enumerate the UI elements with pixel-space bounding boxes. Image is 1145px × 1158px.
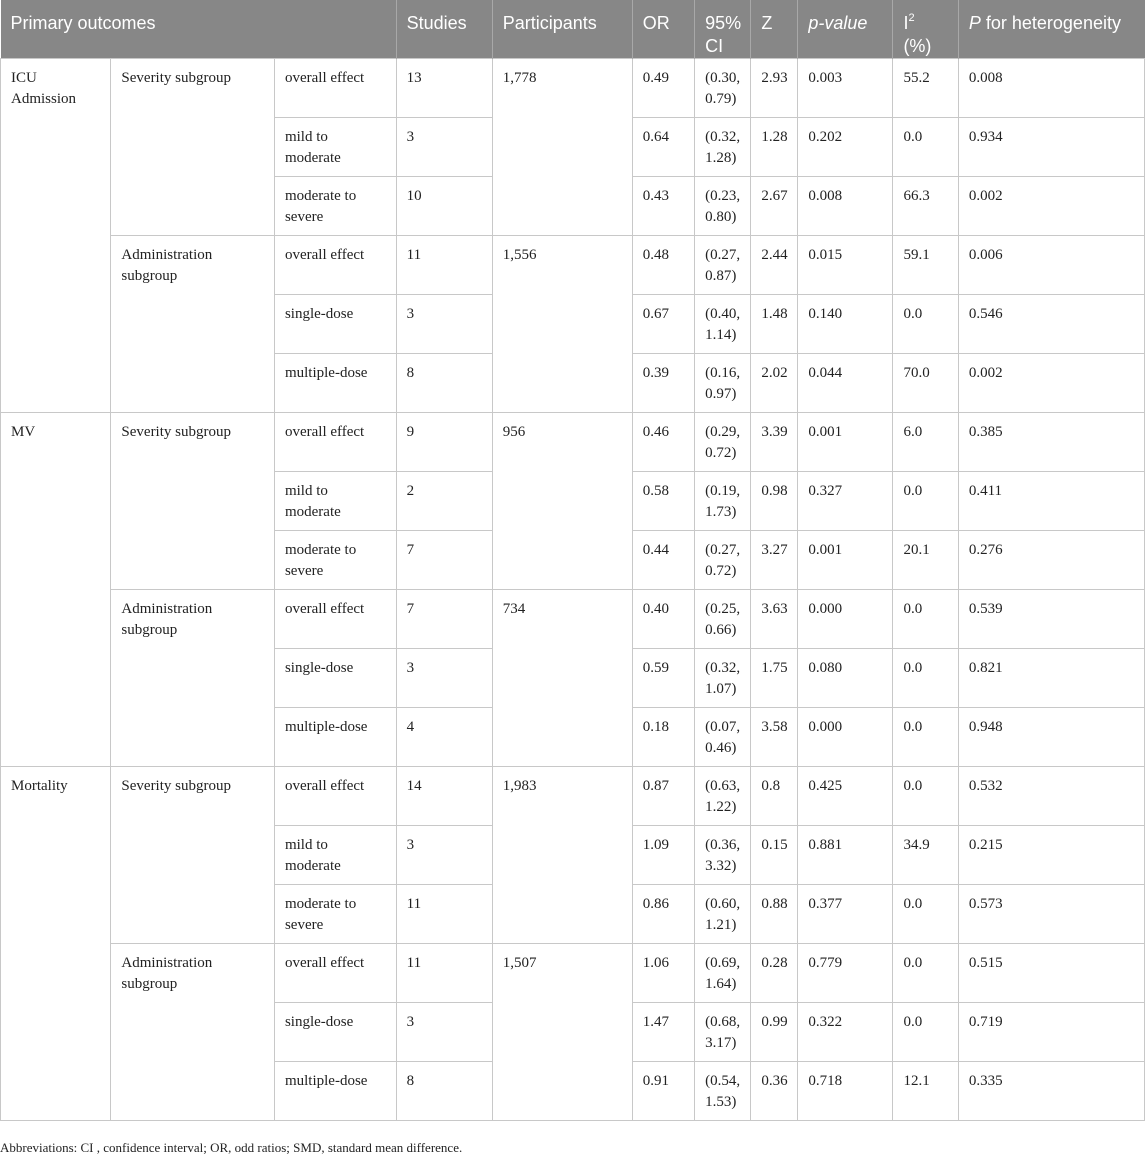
p-heterogeneity-cell: 0.539 [958,590,1144,649]
p-value-cell: 0.881 [798,826,893,885]
z-cell: 2.93 [751,59,798,118]
participants-cell: 1,778 [492,59,632,236]
ci-cell: (0.36, 3.32) [695,826,751,885]
studies-cell: 11 [396,885,492,944]
row-label-cell: mild to moderate [274,118,396,177]
subgroup-cell: Administration subgroup [111,236,275,413]
i-squared-cell: 34.9 [893,826,958,885]
ci-cell: (0.16, 0.97) [695,354,751,413]
ci-cell: (0.29, 0.72) [695,413,751,472]
header-ci: 95% CI [695,0,751,59]
p-value-cell: 0.377 [798,885,893,944]
i-squared-cell: 0.0 [893,590,958,649]
z-cell: 2.44 [751,236,798,295]
studies-cell: 3 [396,295,492,354]
i-squared-cell: 70.0 [893,354,958,413]
or-cell: 1.47 [632,1003,694,1062]
ci-cell: (0.32, 1.07) [695,649,751,708]
studies-cell: 4 [396,708,492,767]
ci-cell: (0.07, 0.46) [695,708,751,767]
p-heterogeneity-cell: 0.385 [958,413,1144,472]
i-squared-cell: 0.0 [893,649,958,708]
p-heterogeneity-cell: 0.002 [958,354,1144,413]
p-heterogeneity-cell: 0.002 [958,177,1144,236]
header-row [1,0,1145,59]
or-cell: 0.67 [632,295,694,354]
row-label-cell: overall effect [274,59,396,118]
row-label-cell: mild to moderate [274,472,396,531]
or-cell: 0.91 [632,1062,694,1121]
i-squared-cell: 0.0 [893,1003,958,1062]
i-squared-cell: 0.0 [893,118,958,177]
or-cell: 0.49 [632,59,694,118]
z-cell: 3.63 [751,590,798,649]
i-squared-cell: 0.0 [893,885,958,944]
table-row [1,590,1145,649]
z-cell: 0.88 [751,885,798,944]
p-value-cell: 0.080 [798,649,893,708]
outcome-cell: ICU Admission [1,59,111,413]
i-squared-cell: 0.0 [893,472,958,531]
studies-cell: 11 [396,236,492,295]
row-label-cell: single-dose [274,649,396,708]
or-cell: 0.18 [632,708,694,767]
studies-cell: 8 [396,1062,492,1121]
header-participants: Participants [492,0,632,59]
header-p-heterogeneity: P for heterogeneity [958,0,1144,59]
subgroup-cell: Severity subgroup [111,413,275,590]
p-heterogeneity-cell: 0.948 [958,708,1144,767]
or-cell: 0.58 [632,472,694,531]
ci-cell: (0.63, 1.22) [695,767,751,826]
row-label-cell: moderate to severe [274,177,396,236]
i-squared-cell: 59.1 [893,236,958,295]
header-or: OR [632,0,694,59]
p-heterogeneity-cell: 0.215 [958,826,1144,885]
p-heterogeneity-cell: 0.934 [958,118,1144,177]
z-cell: 1.48 [751,295,798,354]
z-cell: 2.02 [751,354,798,413]
studies-cell: 9 [396,413,492,472]
table-row [1,944,1145,1003]
z-cell: 1.28 [751,118,798,177]
studies-cell: 3 [396,649,492,708]
i-squared-cell: 0.0 [893,944,958,1003]
p-value-cell: 0.327 [798,472,893,531]
z-cell: 1.75 [751,649,798,708]
or-cell: 0.64 [632,118,694,177]
row-label-cell: overall effect [274,944,396,1003]
ci-cell: (0.27, 0.72) [695,531,751,590]
studies-cell: 8 [396,354,492,413]
z-cell: 0.99 [751,1003,798,1062]
ci-cell: (0.40, 1.14) [695,295,751,354]
p-value-cell: 0.003 [798,59,893,118]
header-studies: Studies [396,0,492,59]
or-cell: 1.06 [632,944,694,1003]
studies-cell: 3 [396,118,492,177]
z-cell: 0.28 [751,944,798,1003]
i-squared-cell: 6.0 [893,413,958,472]
studies-cell: 2 [396,472,492,531]
table-row [1,59,1145,118]
outcome-cell: Mortality [1,767,111,1121]
z-cell: 3.58 [751,708,798,767]
or-cell: 0.40 [632,590,694,649]
ci-cell: (0.19, 1.73) [695,472,751,531]
row-label-cell: overall effect [274,590,396,649]
p-value-cell: 0.000 [798,590,893,649]
row-label-cell: multiple-dose [274,354,396,413]
row-label-cell: single-dose [274,1003,396,1062]
i-squared-cell: 66.3 [893,177,958,236]
or-cell: 0.46 [632,413,694,472]
i-squared-cell: 0.0 [893,767,958,826]
p-heterogeneity-cell: 0.573 [958,885,1144,944]
studies-cell: 3 [396,826,492,885]
row-label-cell: moderate to severe [274,531,396,590]
participants-cell: 734 [492,590,632,767]
studies-cell: 7 [396,590,492,649]
p-heterogeneity-cell: 0.008 [958,59,1144,118]
outcome-cell: MV [1,413,111,767]
z-cell: 0.8 [751,767,798,826]
p-value-cell: 0.425 [798,767,893,826]
z-cell: 3.27 [751,531,798,590]
row-label-cell: mild to moderate [274,826,396,885]
participants-cell: 956 [492,413,632,590]
ci-cell: (0.60, 1.21) [695,885,751,944]
table-row [1,236,1145,295]
or-cell: 0.86 [632,885,694,944]
p-value-cell: 0.015 [798,236,893,295]
table-row [1,413,1145,472]
p-value-cell: 0.008 [798,177,893,236]
p-heterogeneity-cell: 0.515 [958,944,1144,1003]
table-body [1,59,1145,1121]
z-cell: 0.98 [751,472,798,531]
row-label-cell: single-dose [274,295,396,354]
i-squared-cell: 12.1 [893,1062,958,1121]
or-cell: 0.39 [632,354,694,413]
p-value-cell: 0.044 [798,354,893,413]
p-heterogeneity-cell: 0.411 [958,472,1144,531]
p-value-cell: 0.001 [798,531,893,590]
or-cell: 0.44 [632,531,694,590]
p-value-cell: 0.202 [798,118,893,177]
subgroup-cell: Administration subgroup [111,944,275,1121]
p-heterogeneity-cell: 0.719 [958,1003,1144,1062]
p-value-cell: 0.322 [798,1003,893,1062]
ci-cell: (0.68, 3.17) [695,1003,751,1062]
subgroup-cell: Severity subgroup [111,767,275,944]
studies-cell: 10 [396,177,492,236]
i-squared-cell: 0.0 [893,295,958,354]
row-label-cell: moderate to severe [274,885,396,944]
row-label-cell: overall effect [274,767,396,826]
studies-cell: 14 [396,767,492,826]
participants-cell: 1,507 [492,944,632,1121]
row-label-cell: overall effect [274,413,396,472]
ci-cell: (0.23, 0.80) [695,177,751,236]
header-p-value: p-value [798,0,893,59]
ci-cell: (0.25, 0.66) [695,590,751,649]
header-primary-outcomes: Primary outcomes [1,0,397,59]
z-cell: 0.15 [751,826,798,885]
z-cell: 2.67 [751,177,798,236]
header-i-squared: $I^2$ (%) [893,0,958,59]
or-cell: 0.48 [632,236,694,295]
p-value-cell: 0.779 [798,944,893,1003]
p-value-cell: 0.718 [798,1062,893,1121]
participants-cell: 1,556 [492,236,632,413]
or-cell: 0.43 [632,177,694,236]
row-label-cell: overall effect [274,236,396,295]
p-heterogeneity-cell: 0.821 [958,649,1144,708]
p-heterogeneity-cell: 0.532 [958,767,1144,826]
p-value-cell: 0.140 [798,295,893,354]
abbreviations-footnote: Abbreviations: CI , confidence interval; OR, odd ratios; SMD, standard mean difference. [0,1140,463,1155]
studies-cell: 13 [396,59,492,118]
p-value-cell: 0.001 [798,413,893,472]
i-squared-cell: 20.1 [893,531,958,590]
z-cell: 3.39 [751,413,798,472]
studies-cell: 7 [396,531,492,590]
studies-cell: 3 [396,1003,492,1062]
participants-cell: 1,983 [492,767,632,944]
table-row [1,767,1145,826]
p-heterogeneity-cell: 0.335 [958,1062,1144,1121]
header-z: Z [751,0,798,59]
or-cell: 0.59 [632,649,694,708]
p-heterogeneity-cell: 0.546 [958,295,1144,354]
ci-cell: (0.27, 0.87) [695,236,751,295]
p-value-cell: 0.000 [798,708,893,767]
or-cell: 0.87 [632,767,694,826]
z-cell: 0.36 [751,1062,798,1121]
or-cell: 1.09 [632,826,694,885]
ci-cell: (0.32, 1.28) [695,118,751,177]
ci-cell: (0.54, 1.53) [695,1062,751,1121]
subgroup-cell: Administration subgroup [111,590,275,767]
i-squared-cell: 55.2 [893,59,958,118]
i-squared-cell: 0.0 [893,708,958,767]
p-heterogeneity-cell: 0.006 [958,236,1144,295]
ci-cell: (0.69, 1.64) [695,944,751,1003]
studies-cell: 11 [396,944,492,1003]
row-label-cell: multiple-dose [274,1062,396,1121]
row-label-cell: multiple-dose [274,708,396,767]
ci-cell: (0.30, 0.79) [695,59,751,118]
subgroup-cell: Severity subgroup [111,59,275,236]
p-heterogeneity-cell: 0.276 [958,531,1144,590]
